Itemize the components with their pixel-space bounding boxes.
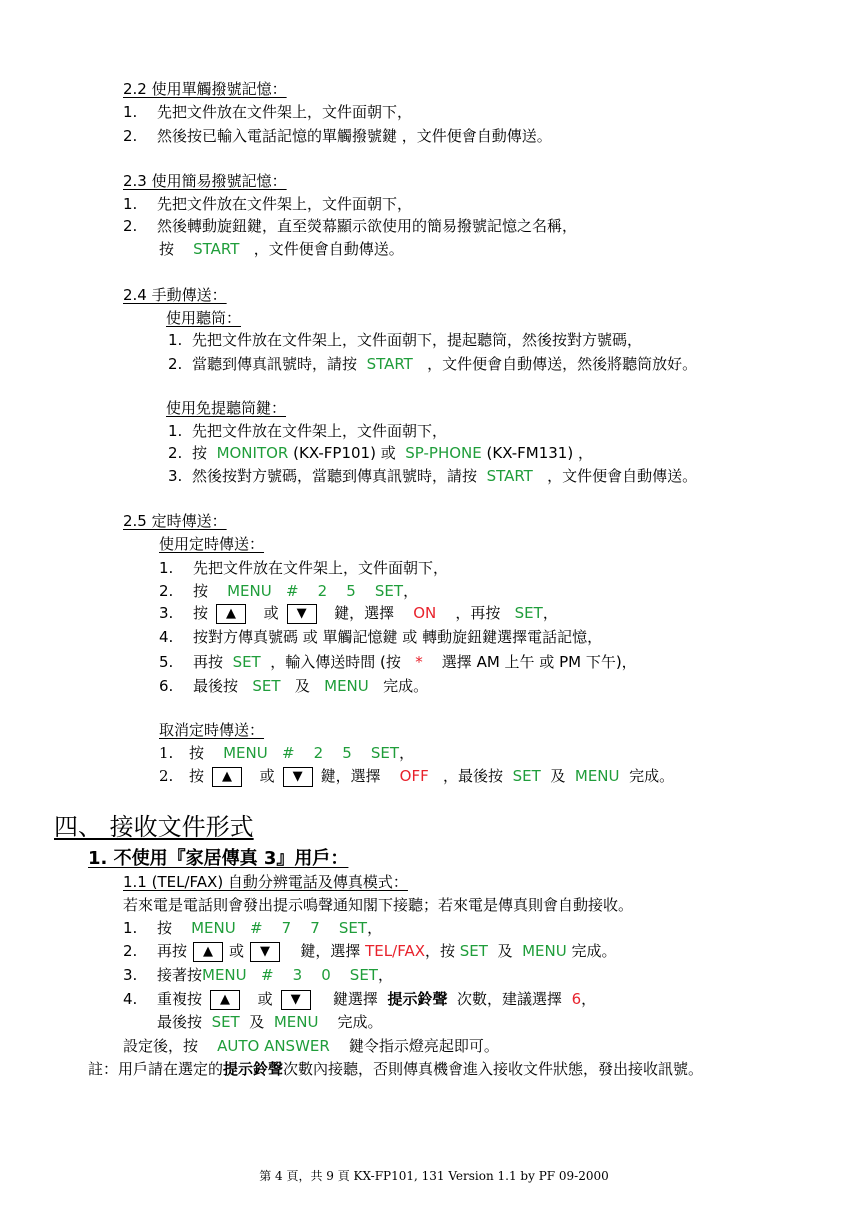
list-item	[168, 421, 447, 441]
note	[88, 1059, 703, 1079]
item-text: 完成。	[571, 942, 617, 960]
list-item	[123, 194, 412, 214]
item-text: ，輸入傳送時間 (按	[270, 653, 401, 671]
up-arrow-key-icon: ▲	[193, 942, 223, 962]
set-key-label: SET	[514, 604, 543, 622]
item-text: 或	[263, 604, 279, 622]
item-text: 最後按	[157, 1013, 203, 1031]
menu-key-label: MENU	[273, 1013, 319, 1031]
item-text: 按	[192, 444, 208, 462]
auto-answer-key-label: AUTO ANSWER	[217, 1037, 330, 1055]
part-four-title: 四、 接收文件形式	[54, 813, 254, 841]
list-item	[123, 941, 616, 962]
item-number: 1.	[168, 422, 183, 440]
item-number: 1.	[159, 744, 174, 762]
list-item-continuation	[157, 1012, 383, 1032]
item-text: 完成。	[337, 1013, 383, 1031]
item-text: 按	[159, 240, 175, 258]
list-item	[168, 466, 697, 486]
item-text: 鍵令指示燈亮起即可。	[348, 1037, 499, 1055]
item-text: ，	[399, 744, 415, 762]
item-number: 2.	[123, 942, 138, 960]
item-number: 1.	[123, 195, 138, 213]
sp-phone-key-label: SP-PHONE	[405, 444, 482, 462]
list-item	[159, 676, 428, 696]
item-number: 2.	[168, 444, 183, 462]
heading-1: 1. 不使用『家居傳真 3』用戶：	[88, 848, 349, 869]
list-item	[159, 627, 602, 647]
subsection-title: 使用免提聽筒鍵：	[166, 399, 287, 417]
item-text: 接著按	[157, 966, 203, 984]
item-text: ，	[403, 582, 419, 600]
item-number: 1.	[159, 559, 174, 577]
item-text: ，	[377, 966, 393, 984]
item-text: (KX-FP101) 或	[293, 444, 396, 462]
down-arrow-key-icon: ▼	[281, 990, 311, 1010]
item-text: 及	[497, 942, 513, 960]
item-text: 然後按已輸入電話記憶的單觸撥號鍵 ，文件便會自動傳送。	[157, 127, 552, 145]
item-number: 6.	[159, 677, 174, 695]
option-label: ON	[413, 604, 437, 622]
item-number: 2.	[159, 582, 174, 600]
monitor-key-label: MONITOR	[216, 444, 289, 462]
list-item	[123, 102, 412, 122]
item-text: 或	[257, 990, 273, 1008]
page-footer: 第 4 頁，共 9 頁 KX-FP101, 131 Version 1.1 by PF 09-2000	[259, 1169, 609, 1183]
item-number: 3.	[168, 467, 183, 485]
down-arrow-key-icon: ▼	[287, 604, 317, 624]
menu-key-label: MENU	[574, 767, 620, 785]
set-key-label: SET	[512, 767, 541, 785]
item-text: ，按	[424, 942, 455, 960]
item-text: 然後按對方號碼，當聽到傳真訊號時，請按	[192, 467, 478, 485]
set-key-label: SET	[232, 653, 261, 671]
list-item	[159, 766, 674, 787]
emphasis-text: 提示鈴聲	[223, 1060, 284, 1078]
item-text: 鍵，選擇	[320, 767, 381, 785]
item-number: 4.	[159, 628, 174, 646]
list-item	[159, 558, 448, 578]
down-arrow-key-icon: ▼	[250, 942, 280, 962]
up-arrow-key-icon: ▲	[212, 767, 242, 787]
item-text: ，再按	[455, 604, 501, 622]
item-text: ，文件便會自動傳送。	[253, 240, 404, 258]
item-text: 及	[294, 677, 310, 695]
item-text: 再按	[193, 653, 224, 671]
up-arrow-key-icon: ▲	[216, 604, 246, 624]
section-2-2-title: 2.2 使用單觸撥號記憶：	[123, 80, 287, 98]
item-text: 先把文件放在文件架上，文件面朝下，	[157, 103, 413, 121]
star-key-label: *	[415, 653, 423, 671]
list-item	[159, 652, 637, 672]
item-text: 次數，建議選擇	[457, 990, 563, 1008]
item-number: 2.	[123, 127, 138, 145]
item-text: 再按	[157, 942, 188, 960]
key-sequence: MENU # 2 5 SET	[223, 744, 400, 762]
list-item-continuation	[159, 239, 404, 259]
item-text: 按	[189, 767, 205, 785]
list-item	[123, 965, 393, 985]
key-sequence: MENU # 2 5 SET	[227, 582, 404, 600]
item-text: 及	[249, 1013, 265, 1031]
section-2-3-title: 2.3 使用簡易撥號記憶：	[123, 172, 287, 190]
item-number: 2.	[159, 767, 174, 785]
menu-key-label: MENU	[324, 677, 369, 695]
item-number: 2.	[168, 355, 183, 373]
item-number: 1.	[123, 103, 138, 121]
item-text: ，文件便會自動傳送。	[547, 467, 698, 485]
item-text: 然後轉動旋鈕鍵，直至熒幕顯示欲使用的簡易撥號記憶之名稱，	[157, 217, 578, 235]
item-number: 2.	[123, 217, 138, 235]
description: 若來電是電話則會發出提示鳴聲通知閣下接聽；若來電是傳真則會自動接收。	[123, 896, 634, 914]
item-text: 先把文件放在文件架上，文件面朝下，	[157, 195, 413, 213]
item-text: 或	[229, 942, 245, 960]
item-text: 按	[157, 919, 173, 937]
list-item	[159, 603, 558, 624]
item-text: 按對方傳真號碼 或 單觸記憶鍵 或 轉動旋鈕鍵選擇電話記憶，	[193, 628, 603, 646]
list-item	[168, 354, 697, 374]
option-label: OFF	[399, 767, 429, 785]
start-key-label: START	[193, 240, 240, 258]
item-text: (KX-FM131) ，	[486, 444, 593, 462]
list-item	[123, 989, 596, 1010]
item-text: 完成。	[383, 677, 429, 695]
item-text: 註：用戶請在選定的	[88, 1060, 224, 1078]
subsection-title: 取消定時傳送：	[159, 721, 265, 739]
list-item	[123, 216, 577, 236]
start-key-label: START	[486, 467, 533, 485]
key-sequence: MENU # 7 7 SET	[191, 919, 368, 937]
item-text: 完成。	[629, 767, 675, 785]
item-text: 先把文件放在文件架上，文件面朝下，	[192, 422, 448, 440]
list-item	[123, 126, 552, 146]
item-text: 最後按	[193, 677, 239, 695]
section-1-1-title: 1.1 (TEL/FAX) 自動分辨電話及傳真模式：	[123, 873, 408, 891]
item-text: 次數內接聽，否則傳真機會進入接收文件狀態，發出接收訊號。	[283, 1060, 704, 1078]
key-sequence: MENU # 3 0 SET	[202, 966, 378, 984]
item-text: ，	[542, 604, 558, 622]
emphasis-text: 提示鈴聲	[387, 990, 448, 1008]
down-arrow-key-icon: ▼	[283, 767, 313, 787]
item-text: 按	[193, 604, 209, 622]
item-text: 重複按	[157, 990, 203, 1008]
menu-key-label: MENU	[522, 942, 567, 960]
item-number: 1.	[123, 919, 138, 937]
item-text: 鍵選擇	[332, 990, 378, 1008]
section-2-4-title: 2.4 手動傳送：	[123, 286, 227, 304]
item-text: 按	[189, 744, 205, 762]
item-text: ，	[581, 990, 597, 1008]
item-text: 選擇 AM 上午 或 PM 下午)，	[441, 653, 637, 671]
list-item	[123, 918, 382, 938]
item-text: 先把文件放在文件架上，文件面朝下，提起聽筒，然後按對方號碼，	[192, 331, 643, 349]
item-text: 或	[259, 767, 275, 785]
item-text: ，	[367, 919, 383, 937]
up-arrow-key-icon: ▲	[210, 990, 240, 1010]
item-text: 設定後，按	[123, 1037, 199, 1055]
item-number: 3.	[123, 966, 138, 984]
list-item	[159, 743, 414, 763]
after-setting-text	[123, 1036, 499, 1056]
item-text: 先把文件放在文件架上，文件面朝下，	[193, 559, 449, 577]
list-item	[159, 581, 418, 601]
item-text: 鍵，選擇	[300, 942, 361, 960]
item-number: 5.	[159, 653, 174, 671]
option-label: 6	[571, 990, 582, 1008]
option-label: TEL/FAX	[365, 942, 425, 960]
set-key-label: SET	[211, 1013, 240, 1031]
item-number: 4.	[123, 990, 138, 1008]
list-item	[168, 330, 642, 350]
set-key-label: SET	[459, 942, 488, 960]
item-text: 鍵，選擇	[334, 604, 395, 622]
list-item	[168, 443, 593, 463]
item-number: 3.	[159, 604, 174, 622]
item-text: ，最後按	[443, 767, 504, 785]
subsection-title: 使用定時傳送：	[159, 535, 265, 553]
section-2-5-title: 2.5 定時傳送：	[123, 512, 227, 530]
item-text: ，文件便會自動傳送，然後將聽筒放好。	[427, 355, 698, 373]
set-key-label: SET	[252, 677, 281, 695]
start-key-label: START	[366, 355, 413, 373]
item-number: 1.	[168, 331, 183, 349]
item-text: 按	[193, 582, 209, 600]
item-text: 當聽到傳真訊號時，請按	[192, 355, 358, 373]
subsection-title: 使用聽筒：	[166, 309, 242, 327]
item-text: 及	[550, 767, 566, 785]
